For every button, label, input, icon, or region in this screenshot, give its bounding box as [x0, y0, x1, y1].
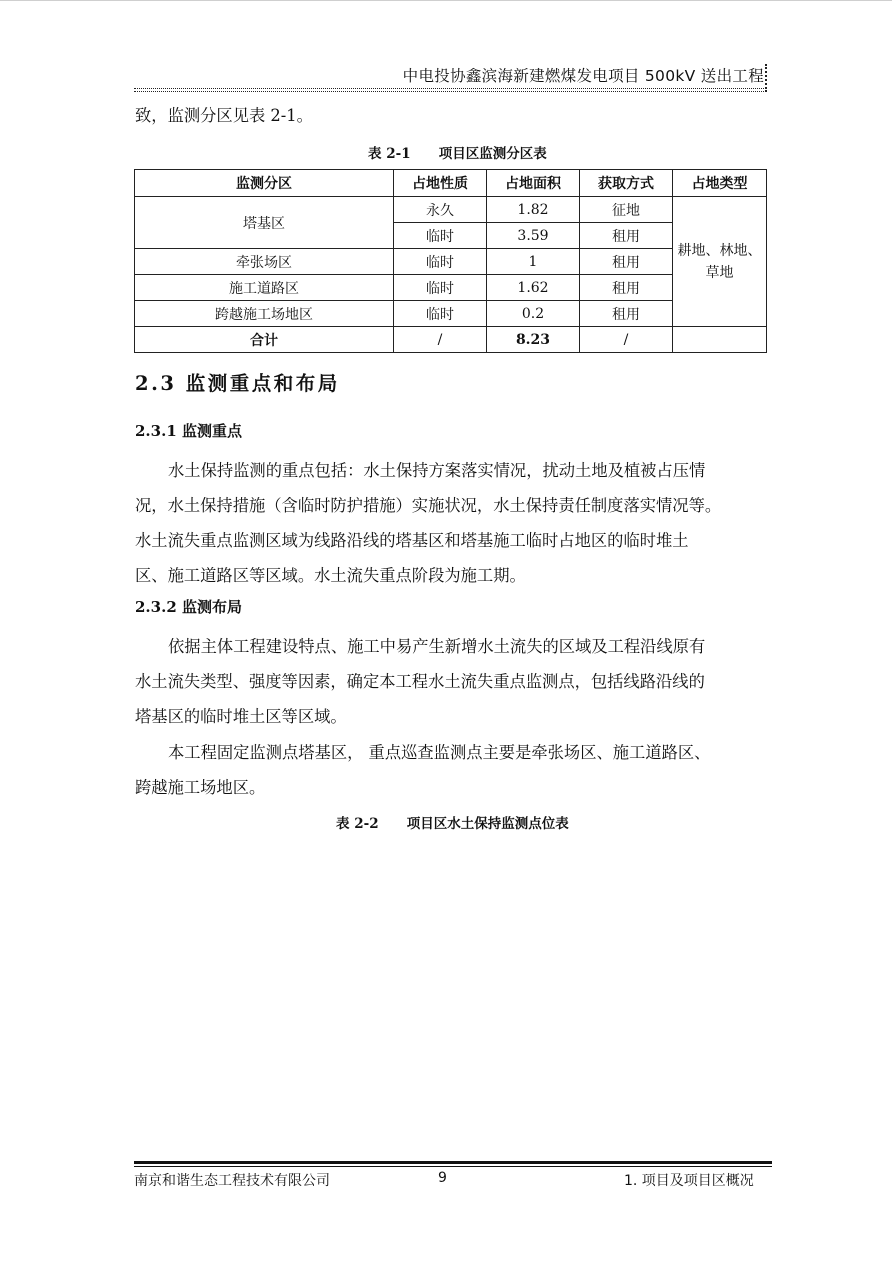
text-line: 水土流失类型、强度等因素，确定本工程水土流失重点监测点，包括线路沿线的 [135, 672, 705, 691]
table-row [135, 275, 767, 301]
table2-caption: 表 2-2 项目区水土保持监测点位表 [336, 816, 569, 832]
method-cell: 租用 [580, 223, 673, 249]
text-line: 致，监测分区见表 2-1。 [135, 106, 313, 125]
text-line: 况，水土保持措施（含临时防护措施）实施状况，水土保持责任制度落实情况等。 [135, 496, 722, 515]
header-cell: 监测分区 [135, 170, 394, 197]
method-cell: 征地 [580, 197, 673, 223]
running-header: 中电投协鑫滨海新建燃煤发电项目 500kV 送出工程 [402, 67, 764, 85]
monitoring-zone-table [134, 169, 767, 353]
footer-chapter: 1. 项目及项目区概况 [624, 1173, 754, 1189]
area-cell: 3.59 [487, 223, 580, 249]
total-type-cell [673, 327, 767, 353]
page-top-border [0, 0, 892, 1]
method-cell: 租用 [580, 249, 673, 275]
footer-company: 南京和谐生态工程技术有限公司 [134, 1173, 330, 1189]
land-type-line: 耕地、林地、 [677, 242, 762, 259]
table-header-row [135, 170, 767, 197]
table-row [135, 301, 767, 327]
footer-page-number: 9 [438, 1170, 447, 1186]
text-line: 水土保持监测的重点包括：水土保持方案落实情况，扰动土地及植被占压情 [168, 461, 706, 480]
header-cell: 占地类型 [673, 170, 767, 197]
text-line: 本工程固定监测点塔基区， 重点巡查监测点主要是牵张场区、施工道路区、 [168, 743, 711, 762]
zone-cell: 跨越施工场地区 [135, 301, 394, 327]
table1-caption: 表 2-1 项目区监测分区表 [368, 146, 547, 162]
nature-cell: 临时 [394, 275, 487, 301]
footer-rule-thick [134, 1161, 772, 1164]
zone-cell: 塔基区 [135, 197, 394, 249]
text-line: 塔基区的临时堆土区等区域。 [135, 707, 347, 726]
nature-cell: 临时 [394, 223, 487, 249]
table-row [135, 249, 767, 275]
total-method-cell: / [580, 327, 673, 353]
total-nature-cell: / [394, 327, 487, 353]
nature-cell: 临时 [394, 249, 487, 275]
header-side-mark [765, 64, 767, 92]
layout-paragraph-1 [135, 629, 767, 734]
total-label-cell: 合计 [135, 327, 394, 353]
land-type-line: 草地 [705, 264, 734, 281]
section-heading: 2.3 监测重点和布局 [135, 372, 340, 395]
total-area-cell: 8.23 [487, 327, 580, 353]
method-cell: 租用 [580, 275, 673, 301]
zone-cell: 牵张场区 [135, 249, 394, 275]
nature-cell: 永久 [394, 197, 487, 223]
header-rule-secondary [134, 91, 766, 92]
header-rule [134, 88, 766, 89]
text-line: 跨越施工场地区。 [135, 778, 266, 797]
area-cell: 0.2 [487, 301, 580, 327]
text-line: 依据主体工程建设特点、施工中易产生新增水土流失的区域及工程沿线原有 [168, 637, 706, 656]
layout-paragraph-2 [135, 735, 767, 805]
method-cell: 租用 [580, 301, 673, 327]
nature-cell: 临时 [394, 301, 487, 327]
intro-paragraph [135, 98, 767, 133]
text-line: 水土流失重点监测区域为线路沿线的塔基区和塔基施工临时占地区的临时堆土 [135, 531, 689, 550]
area-cell: 1.82 [487, 197, 580, 223]
subsection-heading-layout: 2.3.2 监测布局 [135, 598, 242, 616]
table-total-row [135, 327, 767, 353]
land-type-cell [673, 197, 767, 327]
subsection-heading-focus: 2.3.1 监测重点 [135, 422, 242, 440]
header-cell: 占地面积 [487, 170, 580, 197]
zone-cell: 施工道路区 [135, 275, 394, 301]
footer-rule-thin [134, 1166, 772, 1167]
area-cell: 1 [487, 249, 580, 275]
table-row [135, 197, 767, 223]
text-line: 区、施工道路区等区域。水土流失重点阶段为施工期。 [135, 566, 526, 585]
area-cell: 1.62 [487, 275, 580, 301]
focus-paragraph [135, 453, 767, 593]
header-cell: 占地性质 [394, 170, 487, 197]
header-cell: 获取方式 [580, 170, 673, 197]
